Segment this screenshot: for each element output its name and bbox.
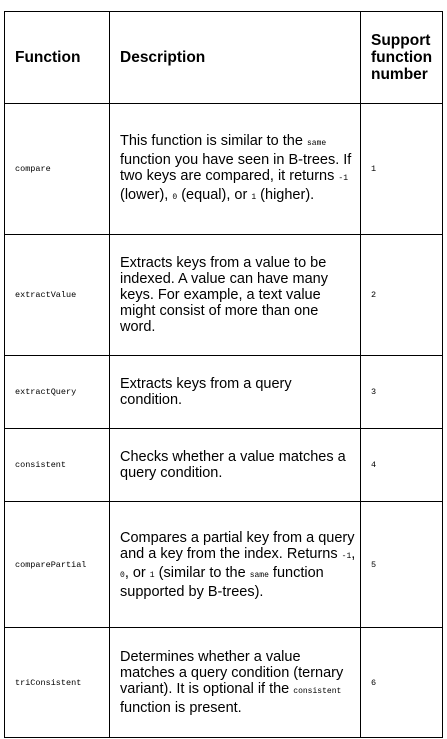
inline-code: same <box>249 570 269 580</box>
header-function: Function <box>5 12 110 104</box>
inline-code: 1 <box>149 570 155 580</box>
table-row <box>5 104 443 235</box>
inline-code: same <box>306 138 327 148</box>
inline-code: consistent <box>293 687 342 696</box>
function-name: extractValue <box>5 235 110 356</box>
function-name: extractQuery <box>5 356 110 429</box>
support-number: 2 <box>361 235 443 356</box>
table-row <box>5 502 443 628</box>
support-number: 6 <box>361 628 443 738</box>
support-functions-table-container <box>4 11 442 738</box>
inline-code: 1 <box>251 192 257 202</box>
table-row <box>5 356 443 429</box>
function-name: triConsistent <box>5 628 110 738</box>
inline-code: -1 <box>341 551 352 561</box>
header-support-number: Support function number <box>361 12 443 104</box>
function-description: This function is similar to the same function you have seen in B-trees. If two keys are compared, it returns -1 (lower), 0 (equal), or 1 (higher). <box>110 104 361 235</box>
header-description: Description <box>110 12 361 104</box>
function-name: comparePartial <box>5 502 110 628</box>
function-name: consistent <box>5 429 110 502</box>
function-name: compare <box>5 104 110 235</box>
inline-code: 0 <box>120 570 125 580</box>
support-functions-table <box>4 11 443 738</box>
function-description: Extracts keys from a query condition. <box>110 356 361 429</box>
support-number: 1 <box>361 104 443 235</box>
inline-code: -1 <box>338 173 349 183</box>
table-row <box>5 628 443 738</box>
function-description: Compares a partial key from a query and a key from the index. Returns -1, 0, or 1 (similar to the same function supported by B-trees). <box>110 502 361 628</box>
support-number: 4 <box>361 429 443 502</box>
table-row <box>5 235 443 356</box>
function-description: Determines whether a value matches a query condition (ternary variant). It is optional if the consistent function is present. <box>110 628 361 738</box>
inline-code: 0 <box>172 192 178 202</box>
function-description: Checks whether a value matches a query condition. <box>110 429 361 502</box>
support-number: 5 <box>361 502 443 628</box>
support-number: 3 <box>361 356 443 429</box>
header-row <box>5 12 443 104</box>
function-description: Extracts keys from a value to be indexed. A value can have many keys. For example, a text value might consist of more than one word. <box>110 235 361 356</box>
table-row <box>5 429 443 502</box>
